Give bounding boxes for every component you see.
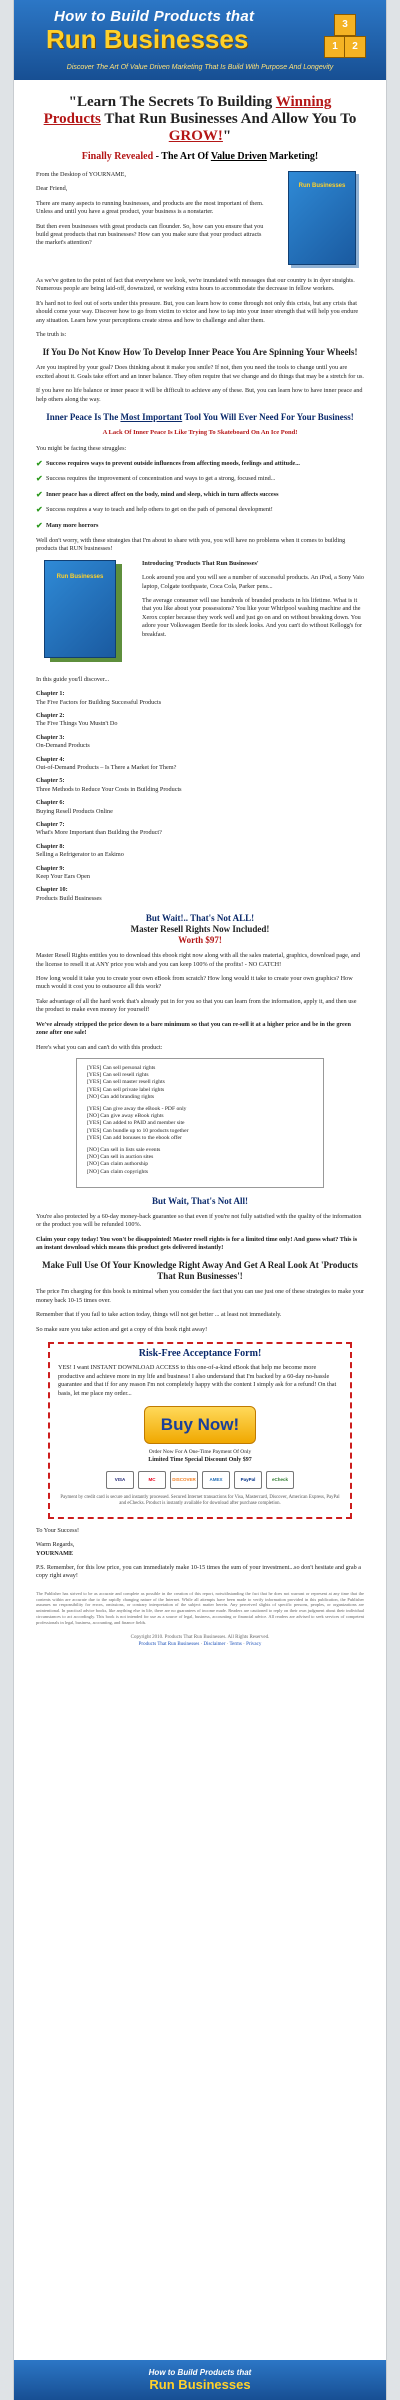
order-form-text: YES! I want INSTANT DOWNLOAD ACCESS to this one-of-a-kind eBook that help me become more productive and achieve more in my life and business! I also understand that I'm backed by a 60-day no-hassle guarantee and that if for any reason I'm not completely happy with the content I simply ask for a refund! On that basis, let me place my order... [58, 1364, 337, 1397]
peace-p2: If you have no life balance or inner peace it will be difficult to achieve any of these. But, you can learn how to have inner peace and help others along the way. [36, 387, 363, 403]
list-item: ✔ Success requires a way to teach and help others to get on the path of personal development! [36, 505, 273, 515]
checkmark-icon: ✔ [36, 489, 43, 499]
chapter-item: Chapter 6: Buying Resell Products Online [36, 799, 113, 815]
header-title-line1: How to Build Products that [54, 8, 255, 25]
rights-item: [NO] Can claim copyrights [87, 1168, 149, 1175]
intro-p5: The truth is: [36, 331, 67, 339]
well-paragraph: Well don't worry, with these strategies that I'm about to share with you, you will have no problems when it comes to building products that RUN businesses! [36, 536, 346, 553]
mrr-p2: How long would it take you to create your own eBook from scratch? How long would it take to create your own graphics? How much would it cost you to outsource all this work? [36, 975, 353, 991]
rights-item: [NO] Can claim authorship [87, 1161, 149, 1168]
visa-icon: VISA [106, 1471, 134, 1489]
rights-box [76, 1058, 324, 1188]
greeting: Dear Friend, [36, 185, 68, 193]
amex-icon: AMEX [202, 1471, 230, 1489]
revealed-subheadline: Finally Revealed - The Art Of Value Driven Marketing! [81, 151, 319, 162]
footer-link-terms[interactable]: Terms [229, 1641, 242, 1647]
mastercard-icon: MC [138, 1471, 166, 1489]
chapter-item: Chapter 1: The Five Factors for Building Successful Products [36, 690, 162, 706]
chapter-item: Chapter 10: Products Build Businesses [36, 886, 102, 902]
sales-page [13, 0, 387, 2400]
main-headline: "Learn The Secrets To Building Winning Products That Run Businesses And Allow You To GROW!" [43, 94, 357, 144]
header-title-line2: Run Businesses [46, 24, 249, 54]
peace-p1: Are you inspired by your goal? Does thinking about it make you smile? If not, then you need the tools to change until you are excited about it. Goals take effort and an inner balance. They often require that we change and do things that may be a stretch for us. [36, 364, 364, 380]
rights-item: [NO] Can sell in auction sites [87, 1154, 154, 1161]
mrr-p1: Master Resell Rights entitles you to download this ebook right now along with all the sales material, graphics, download page, and the license to resell it at ANY price you wish and you can keep 100% of the profits! - NO CATCH! [36, 952, 360, 968]
intro-p2: But then even businesses with great products can flounder. So, how can you ensure that you build great products that run businesses? How can you make sure that your product attracts the market's attention? [36, 222, 264, 247]
ebook-cover-image [278, 171, 364, 271]
discover-icon: DISCOVER [170, 1471, 198, 1489]
closing-p2: Remember that if you fail to take action today, things will not get better ... at least not immediately. [36, 1311, 282, 1319]
paypal-icon: PayPal [234, 1471, 262, 1489]
chapter-item: Chapter 4: Out-of-Demand Products – Is There a Market for Them? [36, 755, 177, 771]
header-banner [14, 0, 386, 80]
list-item: ✔ Success requires ways to prevent outside influences from affecting moods, feelings and attitude... [36, 458, 300, 468]
footer-link-home[interactable]: Products That Run Businesses [138, 1641, 200, 1647]
footer-links: Products That Run Businesses · Disclaimer · Terms · Privacy [138, 1641, 262, 1647]
rights-group [87, 1065, 313, 1101]
from-line: From the Desktop of YOURNAME, [36, 171, 126, 178]
signoff-success: To Your Success! [36, 1526, 80, 1534]
footer-link-disclaimer[interactable]: Disclaimer [203, 1641, 226, 1647]
product-intro: Introducing 'Products That Run Businesses' [142, 559, 259, 567]
struggles-list [36, 460, 364, 530]
rights-group [87, 1106, 313, 1142]
checkmark-icon: ✔ [36, 474, 43, 484]
rights-item: [NO] Can give away eBook rights [87, 1113, 164, 1120]
mrr-p4: We've already stripped the price down to a bare minimum so that you can re-sell it at a higher price and be in the green zone after one sale! [36, 1020, 351, 1037]
headline-grow: GROW! [168, 128, 223, 144]
wait-heading: But Wait, That's Not All! [152, 1195, 248, 1206]
rights-item: [NO] Can add branding rights [87, 1093, 155, 1100]
peace-heading: If You Do Not Know How To Develop Inner Peace You Are Spinning Your Wheels! [42, 347, 358, 358]
rights-item: [YES] Can sell resell rights [87, 1072, 149, 1079]
secure-payment-note: Payment by credit card is secure and instantly processed. Secured Internet transactions for Visa, Mastercard, Discover, American Express, PayPal and eChecks. Product is instantly available for download after purchase completion. [60, 1494, 340, 1506]
checkmark-icon: ✔ [36, 458, 43, 468]
chapter-item: Chapter 3: On-Demand Products [36, 733, 90, 750]
tool-subheading: A Lack Of Inner Peace Is Like Trying To Skateboard On An Ice Pond! [102, 429, 298, 437]
guarantee-paragraph: You're also protected by a 60-day money-back guarantee so that even if you're not fully satisfied with the quality of the information or the product you will be refunded 100%. [36, 1212, 362, 1229]
chapter-item: Chapter 2: The Five Things You Mustn't Do [36, 711, 118, 728]
footer-banner-line2: Run Businesses [149, 2377, 251, 2392]
chapter-item: Chapter 9: Keep Your Ears Open [36, 864, 90, 881]
order-price-line: Order Now For A One-Time Payment Of Only [148, 1449, 252, 1456]
list-item: ✔ Many more horrors [36, 520, 99, 530]
rights-item: [YES] Can sell private label rights [87, 1086, 165, 1093]
mrr-p3: Take advantage of all the hard work that's already put in for you so that you can learn from the information, apply it, and then use the product to make even money for yourself! [36, 997, 357, 1014]
disclaimer-text: The Publisher has strived to be as accurate and complete as possible in the creation of this report, notwithstanding the fact that he does not warrant or represent at any time that the contents within are accurate due to the rapidly changing nature of the Internet. While all attempts have been made to verify information provided in this publication, the Publisher assumes no responsibility for errors, omissions, or contrary interpretation of the subject matter herein. Any perceived slights of specific persons, peoples, or organizations are unintentional. In practical advice books, like anything else in life, there are no guarantees of income made. Readers are cautioned to reply on their own judgment about their individual circumstances to act accordingly. This book is not intended for use as a source of legal, business, accounting or financial advice. All readers are advised to seek services of competent professionals in legal, business, accounting, and finance fields. [36, 1590, 364, 1625]
product-p2: The average consumer will use hundreds of branded products in his lifetime. What is it that you like about your possessions? You like your Whirlpool washing machine and the Xerox copier because they work well and just go on and on without breaking down. You adore your Volkswagen Beetle for its sleek looks. And you can't do without Kellogg's for breakfast. [142, 596, 363, 638]
chapter-list [36, 690, 364, 903]
rights-item: [YES] Can sell master resell rights [87, 1079, 165, 1086]
closing-p1: The price I'm charging for this book is minimal when you consider the fact that you can use just one of these strategies to make your money back 10-15 times over. [36, 1288, 364, 1304]
bonus-heading: But Wait!.. That's Not ALL! Master Resell Rights Now Included! Worth $97! [130, 913, 270, 946]
chapter-item: Chapter 7: What's More Important than Building the Product? [36, 821, 162, 837]
rights-item: [NO] Can sell in lists sale events [87, 1146, 161, 1153]
checkmark-icon: ✔ [36, 520, 43, 530]
closing-p3: So make sure you take action and get a copy of this book right away! [36, 1325, 208, 1333]
guide-intro: In this guide you'll discover... [36, 675, 110, 683]
list-item: ✔ Success requires the improvement of concentration and ways to get a strong, focused mind... [36, 474, 276, 484]
struggles-intro: You might be facing these struggles: [36, 445, 127, 453]
rights-item: [YES] Can add bonuses to the ebook offer [87, 1134, 182, 1141]
rights-item: [YES] Can sell personal rights [87, 1064, 156, 1071]
ebook-cover-title: Run Businesses [298, 183, 346, 189]
echeck-icon: eCheck [266, 1471, 294, 1489]
product-p1: Look around you and you will see a number of successful products. An iPod, a Sony Vaio laptop, Colgate toothpaste, Coca Cola, Parker pens... [142, 574, 364, 590]
list-item: ✔ Inner peace has a direct affect on the body, mind and sleep, which in turn affects success [36, 489, 279, 499]
block-2: 2 [344, 36, 366, 58]
ebook-box-title: Run Businesses [56, 573, 104, 580]
footer [36, 1634, 364, 1648]
signoff-regards: Warm Regards, [36, 1541, 75, 1549]
ebook-box-image [36, 560, 132, 670]
order-discount-line: Limited Time Special Discount Only $97 [148, 1457, 252, 1464]
signoff-name: YOURNAME [36, 1549, 74, 1557]
chapter-item: Chapter 8: Selling a Refrigerator to an Eskimo [36, 842, 124, 859]
block-3: 3 [334, 14, 356, 36]
rights-group [87, 1147, 313, 1176]
order-form [48, 1342, 352, 1519]
checkmark-icon: ✔ [36, 505, 43, 515]
intro-p3: As we've gotten to the point of fact that everywhere we look, we're inundated with messages that our country is in dyer straights. Numerous people are being laid-off, downsized, or working extra hours to accommodate the decrease in fellow workers. [36, 277, 355, 293]
intro-p1: There are many aspects to running businesses, and products are the most important of them. Unless and until you have a great product, your business is a nonstarter. [36, 199, 264, 216]
postscript: P.S. Remember, for this low price, you can immediately make 10-15 times the sum of your investment...so don't hesitate and grab a copy right away! [36, 1564, 361, 1580]
rights-item: [YES] Can bundle up to 10 products together [87, 1127, 189, 1134]
rights-item: [YES] Can give away the eBook - PDF only [87, 1105, 187, 1112]
blocks-icon [324, 10, 364, 58]
footer-link-privacy[interactable]: Privacy [246, 1641, 262, 1647]
claim-paragraph: Claim your copy today! You won't be disappointed! Master resell rights is for a limited time only! And guess what? This is an instant download which means this product gets delivered instantly! [36, 1235, 358, 1251]
intro-p4: It's hard not to feel out of sorts under this pressure. But, you can learn how to come through not only this crisis, but any crisis that should come your way. Discover how to go from victim to victor and how to tap into your inner strength that will help you endure any situation. Learn how your perceptions create stress and how to challenge and alter them. [36, 299, 359, 324]
tool-heading: Inner Peace Is The Most Important Tool You Will Ever Need For Your Business! [46, 412, 354, 423]
header-tagline: Discover The Art Of Value Driven Marketing That Is Build With Purpose And Longevity [66, 64, 334, 71]
copyright: Copyright 2010. Products That Run Businesses. All Rights Reserved. [130, 1634, 270, 1640]
main-content [14, 80, 386, 1648]
rights-item: [YES] Can added to PAID and member site [87, 1120, 185, 1127]
headline-highlight: Winning Products [43, 94, 332, 127]
mrr-p5: Here's what you can and can't do with this product: [36, 1043, 163, 1051]
chapter-item: Chapter 5: Three Methods to Reduce Your Costs in Building Products [36, 777, 182, 793]
knowledge-heading: Make Full Use Of Your Knowledge Right Away And Get A Real Look At 'Products That Run Businesses'! [42, 1260, 358, 1282]
footer-banner-line1: How to Build Products that [148, 2368, 252, 2377]
block-1: 1 [324, 36, 346, 58]
order-form-title: Risk-Free Acceptance Form! [138, 1348, 262, 1359]
buy-now-button[interactable]: Buy Now! [144, 1406, 256, 1444]
payment-cards [58, 1471, 342, 1489]
footer-banner [14, 2360, 386, 2400]
